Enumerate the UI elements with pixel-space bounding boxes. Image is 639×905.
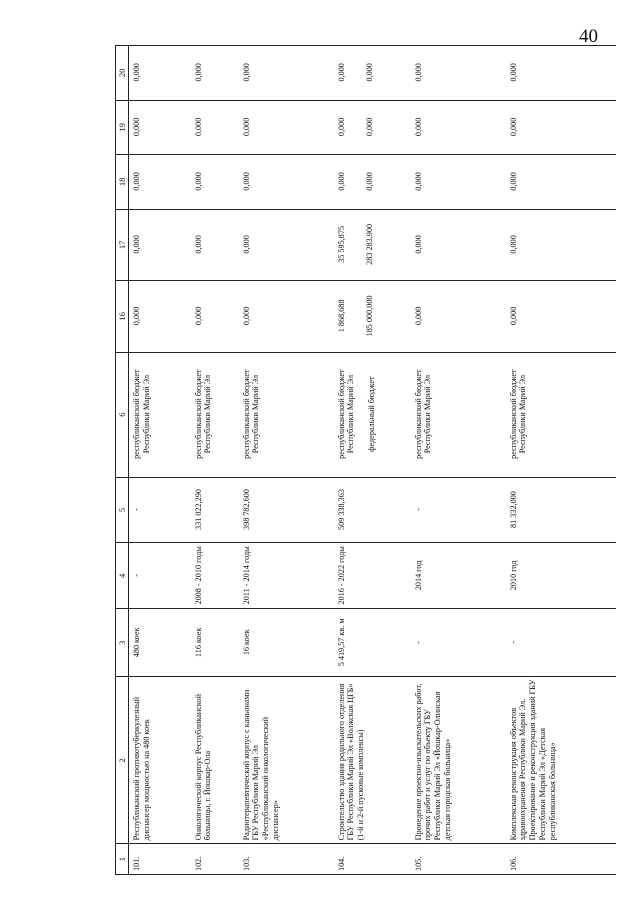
period: 2011 - 2014 годы xyxy=(239,543,334,609)
funding-source: республиканский бюджет Республики Марий Эл xyxy=(239,352,334,477)
value-cell: 0,000 xyxy=(191,100,239,155)
estimated-cost: 398 782,600 xyxy=(239,477,334,543)
value-cell xyxy=(334,46,411,101)
row-number: 105. xyxy=(411,844,506,875)
value-cell: 0,000 xyxy=(129,209,191,281)
object-name: Строительство здания родильного отделения ГБУ Республики Марий Эл «Волжская ЦГБ» (1-й и 2-й пусковые комплексы) xyxy=(334,677,411,844)
value-cell: 0,000 xyxy=(191,155,239,210)
column-header: 1 xyxy=(116,844,129,875)
value-cell: 0,000 xyxy=(239,281,334,353)
page-number: 40 xyxy=(579,26,598,47)
table-row xyxy=(411,46,506,875)
period: - xyxy=(129,543,191,609)
estimated-cost: - xyxy=(129,477,191,543)
table-row xyxy=(191,46,239,875)
object-name: Онкологический корпус Республиканской больницы, г. Йошкар-Ола xyxy=(191,677,239,844)
value-line: 0,000 xyxy=(365,172,375,191)
capacity: 16 коек xyxy=(239,609,334,677)
value-line: 0,000 xyxy=(365,63,375,82)
period: 2008 - 2010 годы xyxy=(191,543,239,609)
period: 2010 год xyxy=(506,543,616,609)
capacity: - xyxy=(411,609,506,677)
funding-source: республиканский бюджет Республики Марий Эл xyxy=(506,352,616,477)
capacity: 5 419,57 кв. м xyxy=(334,609,411,677)
object-name: Республиканский противотуберкулезный диспансер мощностью на 480 коек xyxy=(129,677,191,844)
value-line: 35 595,875 xyxy=(336,225,346,263)
estimated-cost: 509 338,363 xyxy=(334,477,411,543)
funding-source: республиканский бюджет Республики Марий Эл xyxy=(191,352,239,477)
row-number: 106. xyxy=(506,844,616,875)
value-cell: 0,000 xyxy=(191,281,239,353)
value-cell: 0,000 xyxy=(129,281,191,353)
row-number: 103. xyxy=(239,844,334,875)
funding-sources xyxy=(334,352,411,477)
value-cell: 0,000 xyxy=(411,100,506,155)
value-cell: 0,000 xyxy=(129,46,191,101)
period: 2016 - 2022 годы xyxy=(334,543,411,609)
period: 2014 год xyxy=(411,543,506,609)
table-row xyxy=(506,46,616,875)
value-cell: 0,000 xyxy=(239,46,334,101)
object-name: Проведение проектно-изыскательских работ, прочих работ и услуг по объекту ГБУ Республики Марий Эл «Йошкар-Олинская детская городская больница» xyxy=(411,677,506,844)
funding-source: республиканский бюджет Республики Марий Эл xyxy=(411,352,506,477)
value-cell xyxy=(334,100,411,155)
value-cell: 0,000 xyxy=(239,155,334,210)
column-header: 20 xyxy=(116,46,129,101)
value-cell: 0,000 xyxy=(129,155,191,210)
column-header: 19 xyxy=(116,100,129,155)
value-cell: 0,000 xyxy=(506,46,616,101)
value-cell: 0,000 xyxy=(191,209,239,281)
capacity: - xyxy=(506,609,616,677)
row-number: 104. xyxy=(334,844,411,875)
value-cell: 0,000 xyxy=(411,209,506,281)
funding-source: республиканский бюджет Республики Марий Эл xyxy=(336,369,356,459)
column-header: 17 xyxy=(116,209,129,281)
column-header: 2 xyxy=(116,677,129,844)
value-cell: 0,000 xyxy=(411,155,506,210)
value-line: 0,000 xyxy=(336,172,346,191)
estimated-cost: 81 332,000 xyxy=(506,477,616,543)
column-header: 5 xyxy=(116,477,129,543)
value-cell: 0,000 xyxy=(506,155,616,210)
value-cell: 0,000 xyxy=(191,46,239,101)
funding-source: федеральный бюджет xyxy=(367,376,377,452)
row-number: 101. xyxy=(129,844,191,875)
estimated-cost: 331 022,290 xyxy=(191,477,239,543)
value-cell xyxy=(334,209,411,281)
value-cell: 0,000 xyxy=(506,100,616,155)
value-cell xyxy=(334,281,411,353)
object-name: Радиотерапевтический корпус с каньонами ГБУ Республики Марий Эл «Республиканский онкологический диспансер» xyxy=(239,677,334,844)
table-row xyxy=(334,46,411,875)
table-row xyxy=(129,46,191,875)
value-line: 283 283,900 xyxy=(365,223,375,265)
column-header: 4 xyxy=(116,543,129,609)
estimated-cost: - xyxy=(411,477,506,543)
value-cell: 0,000 xyxy=(239,209,334,281)
column-header: 6 xyxy=(116,352,129,477)
value-line: 1 868,688 xyxy=(336,299,346,333)
value-cell: 0,000 xyxy=(506,209,616,281)
column-header: 3 xyxy=(116,609,129,677)
value-cell: 0,000 xyxy=(129,100,191,155)
value-line: 185 000,000 xyxy=(365,295,375,337)
value-cell: 0,000 xyxy=(411,281,506,353)
object-name: Комплексная реконструкция объектов здравоохранения Республики Марий Эл. Проектирование и реконструкция зданий ГБУ Республики Марий Эл «Детская республиканская больница» xyxy=(506,677,616,844)
capacity: 480 коек xyxy=(129,609,191,677)
data-table xyxy=(115,45,616,875)
funding-source: республиканский бюджет Республики Марий Эл xyxy=(129,352,191,477)
value-line: 0,000 xyxy=(336,117,346,137)
column-header: 18 xyxy=(116,155,129,210)
table-header-row xyxy=(116,46,129,875)
row-number: 102. xyxy=(191,844,239,875)
value-line: 0,000 xyxy=(365,117,375,137)
rotated-table-container xyxy=(115,45,615,875)
value-cell: 0,000 xyxy=(411,46,506,101)
column-header: 16 xyxy=(116,281,129,353)
table-row xyxy=(239,46,334,875)
value-cell xyxy=(334,155,411,210)
capacity: 116 коек xyxy=(191,609,239,677)
value-cell: 0,000 xyxy=(239,100,334,155)
value-line: 0,000 xyxy=(336,63,346,82)
value-cell: 0,000 xyxy=(506,281,616,353)
